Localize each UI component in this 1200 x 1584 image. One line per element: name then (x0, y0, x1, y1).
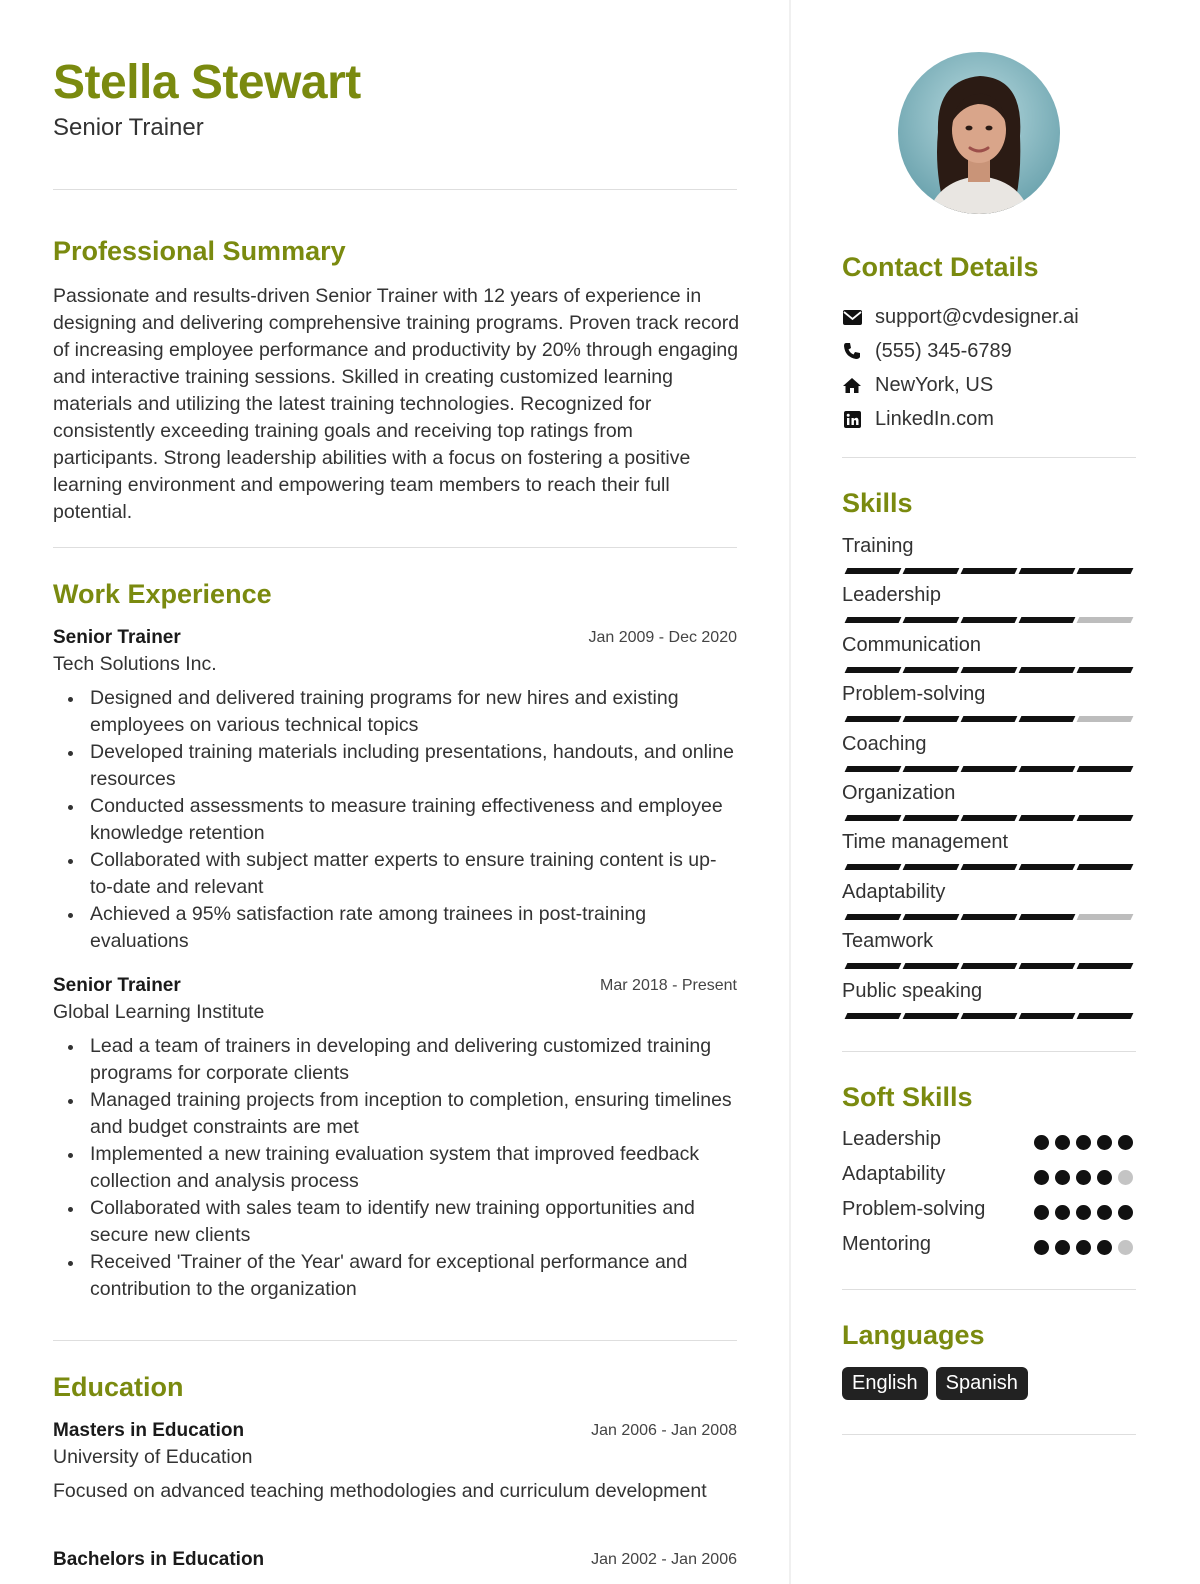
education-dates: Jan 2002 - Jan 2006 (591, 1551, 737, 1568)
skill-level-segment (903, 963, 960, 969)
skill-level-segment (1077, 963, 1134, 969)
skill-level-bar (842, 617, 1136, 623)
skill-name: Teamwork (842, 930, 934, 952)
rating-dot (1076, 1135, 1091, 1150)
skill-item (842, 980, 1136, 1019)
profile-photo (898, 52, 1060, 214)
degree-title: Bachelors in Education (53, 1549, 265, 1570)
education-description: Focused on advanced teaching methodologies and curriculum development (53, 1480, 707, 1502)
skill-item (842, 733, 1136, 772)
candidate-title: Senior Trainer (53, 114, 204, 141)
job-entry (53, 627, 737, 955)
skill-level-segment (1077, 766, 1134, 772)
skill-level-bar (842, 716, 1136, 722)
skill-level-bar (842, 1013, 1136, 1019)
degree-title: Masters in Education (53, 1420, 245, 1441)
skill-level-segment (903, 716, 960, 722)
rating-dot (1034, 1170, 1049, 1185)
skill-level-segment (903, 617, 960, 623)
skill-level-segment (1019, 568, 1076, 574)
skills-heading: Skills (842, 488, 913, 518)
job-bullet: Achieved a 95% satisfaction rate among trainees in post-training evaluations (53, 901, 737, 955)
contact-phone[interactable] (842, 337, 1012, 365)
skill-level-segment (1019, 864, 1076, 870)
skill-level-segment (845, 617, 902, 623)
skill-level-segment (903, 766, 960, 772)
profile-photo-graphic (898, 52, 1060, 214)
linkedin-icon (842, 409, 862, 429)
skill-level-segment (961, 864, 1018, 870)
envelope-icon (842, 307, 862, 327)
skill-level-segment (903, 1013, 960, 1019)
skill-level-segment (1077, 716, 1134, 722)
soft-skills-divider (842, 1289, 1136, 1290)
skill-level-segment (1019, 963, 1076, 969)
skills-divider (842, 1051, 1136, 1052)
language-badge: Spanish (936, 1367, 1028, 1400)
skill-level-bar (842, 568, 1136, 574)
job-bullet: Designed and delivered training programs for new hires and existing employees on various technical topics (53, 685, 737, 739)
job-bullets (53, 1033, 737, 1303)
soft-skill-name: Problem-solving (842, 1198, 986, 1220)
skill-level-segment (1077, 914, 1134, 920)
soft-skill-rating (1034, 1135, 1133, 1150)
skill-level-segment (1077, 1013, 1134, 1019)
school-name: University of Education (53, 1446, 253, 1468)
job-company: Global Learning Institute (53, 1001, 265, 1023)
skill-level-segment (1019, 914, 1076, 920)
job-title: Senior Trainer (53, 975, 181, 996)
skill-level-segment (845, 963, 902, 969)
skill-name: Problem-solving (842, 683, 986, 705)
languages-heading: Languages (842, 1320, 985, 1350)
column-divider (789, 0, 791, 1584)
skill-name: Organization (842, 782, 956, 804)
experience-divider (53, 1340, 737, 1341)
skill-level-segment (845, 864, 902, 870)
languages-list (842, 1367, 1028, 1400)
rating-dot (1118, 1170, 1133, 1185)
skill-item (842, 535, 1136, 574)
skill-level-segment (961, 914, 1018, 920)
skill-level-segment (903, 667, 960, 673)
skill-level-bar (842, 815, 1136, 821)
contact-divider (842, 457, 1136, 458)
skill-level-segment (1019, 716, 1076, 722)
job-bullet: Lead a team of trainers in developing and delivering customized training programs for corporate clients (53, 1033, 737, 1087)
skill-name: Time management (842, 831, 1008, 853)
skill-name: Leadership (842, 584, 941, 606)
language-badge: English (842, 1367, 928, 1400)
skill-level-segment (961, 766, 1018, 772)
main-column (53, 0, 743, 1584)
rating-dot (1097, 1240, 1112, 1255)
skill-level-segment (1019, 766, 1076, 772)
rating-dot (1118, 1205, 1133, 1220)
job-dates: Mar 2018 - Present (600, 977, 737, 994)
job-bullet: Received 'Trainer of the Year' award for exceptional performance and contribution to the organization (53, 1249, 737, 1303)
skill-name: Coaching (842, 733, 927, 755)
languages-divider (842, 1434, 1136, 1435)
skill-level-bar (842, 864, 1136, 870)
job-bullets (53, 685, 737, 955)
education-dates: Jan 2006 - Jan 2008 (591, 1422, 737, 1439)
skill-name: Communication (842, 634, 981, 656)
contact-email[interactable] (842, 303, 1079, 331)
skill-level-segment (961, 617, 1018, 623)
job-bullet: Managed training projects from inception to completion, ensuring timelines and budget constraints are met (53, 1087, 737, 1141)
summary-divider (53, 547, 737, 548)
skill-level-segment (903, 864, 960, 870)
soft-skill-item (842, 1128, 1136, 1156)
rating-dot (1034, 1205, 1049, 1220)
skill-level-bar (842, 963, 1136, 969)
phone-icon (842, 341, 862, 361)
skill-item (842, 782, 1136, 821)
rating-dot (1055, 1170, 1070, 1185)
sidebar (842, 0, 1138, 1584)
skill-level-segment (845, 667, 902, 673)
skill-level-segment (845, 568, 902, 574)
job-title: Senior Trainer (53, 627, 181, 648)
skill-item (842, 634, 1136, 673)
skill-level-segment (1077, 667, 1134, 673)
soft-skill-rating (1034, 1205, 1133, 1220)
skill-level-segment (961, 568, 1018, 574)
contact-linkedin-text: LinkedIn.com (875, 407, 994, 430)
job-bullet: Developed training materials including presentations, handouts, and online resources (53, 739, 737, 793)
skill-level-segment (845, 716, 902, 722)
skill-name: Adaptability (842, 881, 946, 903)
skill-name: Public speaking (842, 980, 983, 1002)
skill-name: Training (842, 535, 914, 557)
skill-level-bar (842, 667, 1136, 673)
job-bullet: Implemented a new training evaluation system that improved feedback collection and analysis process (53, 1141, 737, 1195)
skill-level-segment (961, 1013, 1018, 1019)
rating-dot (1097, 1170, 1112, 1185)
contact-phone-text: (555) 345-6789 (875, 339, 1012, 362)
rating-dot (1097, 1205, 1112, 1220)
skill-level-segment (1019, 667, 1076, 673)
soft-skills-heading: Soft Skills (842, 1082, 973, 1112)
soft-skill-rating (1034, 1170, 1133, 1185)
candidate-name: Stella Stewart (53, 56, 361, 109)
skill-level-segment (961, 815, 1018, 821)
rating-dot (1118, 1135, 1133, 1150)
soft-skill-name: Leadership (842, 1128, 941, 1150)
skill-level-bar (842, 766, 1136, 772)
summary-heading: Professional Summary (53, 236, 346, 266)
rating-dot (1097, 1135, 1112, 1150)
skill-level-segment (961, 667, 1018, 673)
rating-dot (1076, 1240, 1091, 1255)
skill-level-segment (1077, 617, 1134, 623)
skill-level-segment (845, 1013, 902, 1019)
rating-dot (1076, 1170, 1091, 1185)
contact-linkedin[interactable] (842, 405, 994, 433)
job-entry (53, 975, 737, 1303)
job-bullet: Collaborated with subject matter experts to ensure training content is up-to-date and relevant (53, 847, 737, 901)
contact-email-text: support@cvdesigner.ai (875, 305, 1079, 328)
skill-level-segment (1019, 815, 1076, 821)
skill-level-segment (845, 815, 902, 821)
header-divider (53, 189, 737, 190)
soft-skill-name: Mentoring (842, 1233, 931, 1255)
skill-level-segment (845, 766, 902, 772)
rating-dot (1055, 1135, 1070, 1150)
skill-level-segment (903, 568, 960, 574)
experience-heading: Work Experience (53, 579, 272, 609)
education-entry (53, 1420, 737, 1505)
rating-dot (1034, 1135, 1049, 1150)
rating-dot (1055, 1240, 1070, 1255)
rating-dot (1118, 1240, 1133, 1255)
skill-level-segment (903, 914, 960, 920)
job-dates: Jan 2009 - Dec 2020 (588, 629, 737, 646)
skill-item (842, 881, 1136, 920)
skill-level-segment (1077, 568, 1134, 574)
soft-skill-item (842, 1233, 1136, 1261)
home-icon (842, 375, 862, 395)
soft-skill-item (842, 1163, 1136, 1191)
soft-skill-name: Adaptability (842, 1163, 946, 1185)
skill-item (842, 584, 1136, 623)
rating-dot (1034, 1240, 1049, 1255)
skill-level-segment (961, 716, 1018, 722)
skill-item (842, 831, 1136, 870)
job-company: Tech Solutions Inc. (53, 653, 217, 675)
skill-level-segment (845, 914, 902, 920)
contact-location (842, 371, 993, 399)
soft-skill-item (842, 1198, 1136, 1226)
contact-heading: Contact Details (842, 252, 1039, 282)
skill-level-segment (1077, 815, 1134, 821)
education-heading: Education (53, 1372, 184, 1402)
summary-text: Passionate and results-driven Senior Trainer with 12 years of experience in designing and delivering comprehensive training programs. Proven track record of increasing employee performance and productivity by 20% through engaging and interactive training sessions. Skilled in creating customized learning materials and utilizing the latest training technologies. Recognized for consistently exceeding training goals and receiving top ratings from participants. Strong leadership abilities with a focus on fostering a positive learning environment and empowering team members to reach their full potential. (53, 285, 740, 523)
skill-level-segment (1077, 864, 1134, 870)
skill-level-segment (1019, 617, 1076, 623)
skill-level-segment (961, 963, 1018, 969)
job-bullet: Conducted assessments to measure training effectiveness and employee knowledge retention (53, 793, 737, 847)
skill-item (842, 930, 1136, 969)
job-bullet: Collaborated with sales team to identify new training opportunities and secure new clients (53, 1195, 737, 1249)
education-entry (53, 1549, 737, 1571)
rating-dot (1076, 1205, 1091, 1220)
skill-item (842, 683, 1136, 722)
soft-skill-rating (1034, 1240, 1133, 1255)
skill-level-segment (903, 815, 960, 821)
skill-level-segment (1019, 1013, 1076, 1019)
contact-location-text: NewYork, US (875, 373, 994, 396)
rating-dot (1055, 1205, 1070, 1220)
skill-level-bar (842, 914, 1136, 920)
